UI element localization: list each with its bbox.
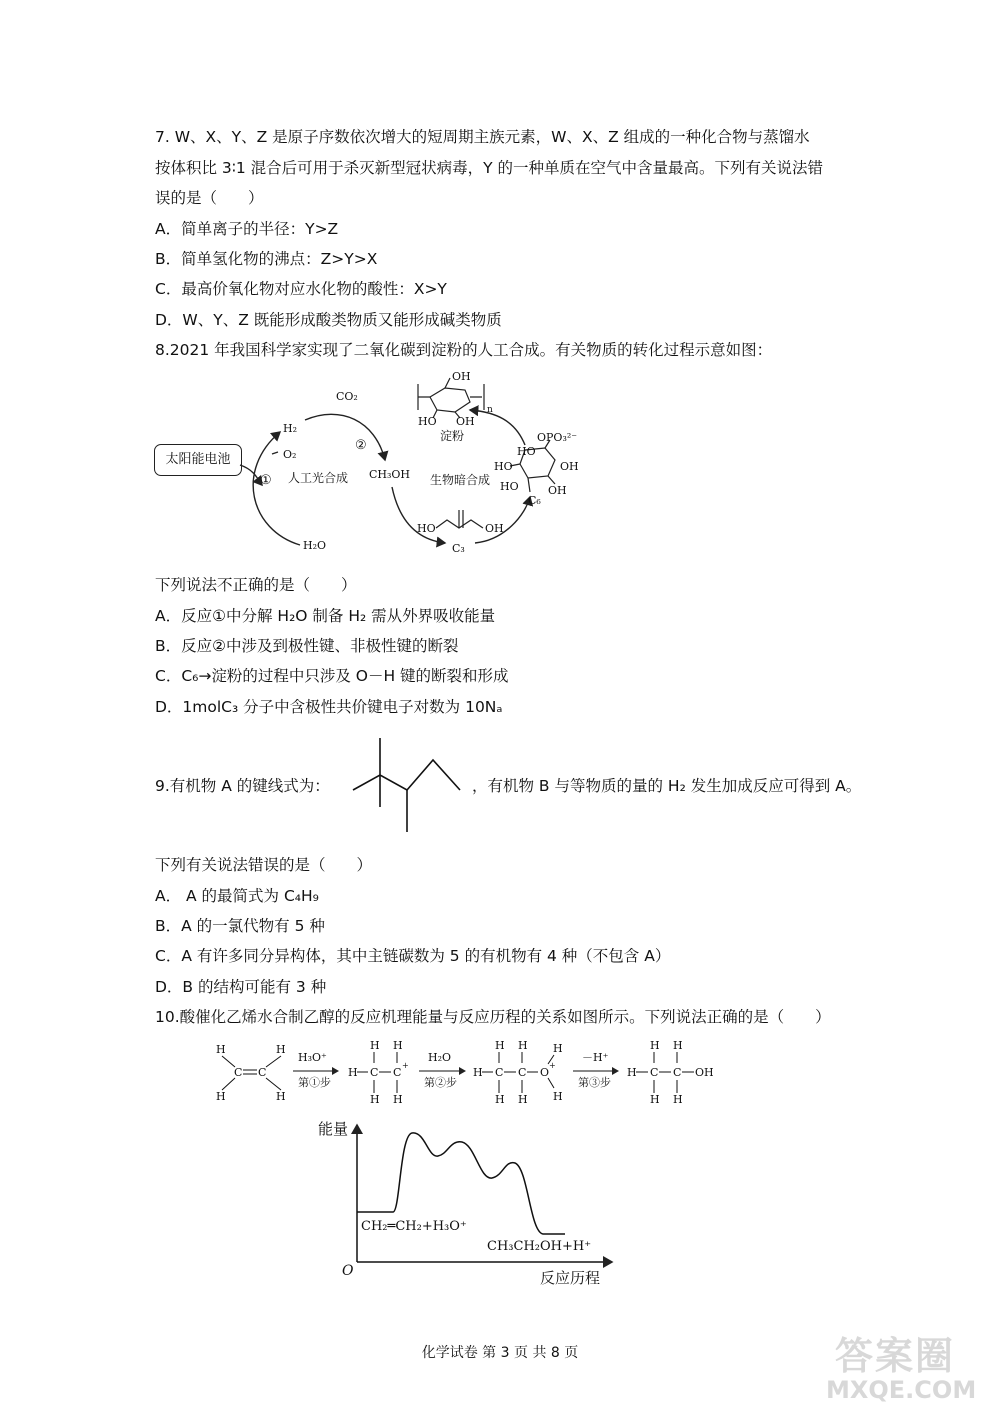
solar-cell-box: 太阳能电池	[154, 444, 242, 476]
cat-h-top1: H	[370, 1039, 380, 1052]
q8-stem: 8.2021 年我国科学家实现了二氧化碳到淀粉的人工合成。有关物质的转化过程示意如图：	[155, 341, 773, 359]
energy-product-label: CH₃CH₂OH+H⁺	[487, 1239, 592, 1254]
step1-label: 第①步	[298, 1076, 331, 1089]
q9-ask: 下列有关说法错误的是（ ）	[155, 856, 373, 874]
c3-ho-left: HO	[417, 522, 436, 535]
q7-option-d: D．W、Y、Z 既能形成酸类物质又能形成碱类物质	[155, 311, 502, 329]
cat-h-bot2: H	[393, 1093, 403, 1106]
energy-reactant-label: CH₂═CH₂+H₃O⁺	[361, 1219, 467, 1234]
oxo-h-top2: H	[518, 1039, 528, 1052]
oxo-h-o2: H	[553, 1090, 563, 1103]
oxo-plus: +	[549, 1061, 556, 1070]
starch-n-label: n	[487, 405, 493, 415]
eth-h2: H	[276, 1043, 286, 1056]
c6-oh-bottom: OH	[548, 484, 567, 497]
co2-label: CO₂	[336, 390, 358, 403]
energy-origin: O	[342, 1263, 354, 1279]
starch-ho-left: HO	[418, 415, 437, 428]
q8-option-c: C．C₆→淀粉的过程中只涉及 O－H 键的断裂和形成	[155, 667, 509, 685]
eth-c1: C	[234, 1066, 243, 1079]
q9-option-d: D．B 的结构可能有 3 种	[155, 978, 327, 996]
cat-plus: +	[402, 1061, 409, 1070]
q7-option-a: A．简单离子的半径：Y>Z	[155, 220, 339, 238]
step1-label: ①	[260, 473, 272, 488]
c3-label: C₃	[452, 542, 465, 555]
eth-h3: H	[216, 1090, 226, 1103]
starch-label: 淀粉	[440, 429, 465, 443]
watermark-logo: 答案圈	[835, 1334, 956, 1378]
oxo-h-bot1: H	[495, 1093, 505, 1106]
page-footer: 化学试卷 第 3 页 共 8 页	[421, 1345, 579, 1361]
oxo-h-left: H	[473, 1066, 483, 1079]
energy-y-label: 能量	[318, 1120, 349, 1138]
step3-reagent: －H⁺	[582, 1051, 609, 1064]
step2-reagent: H₂O	[428, 1051, 452, 1064]
h2o-label: H₂O	[303, 539, 327, 552]
q7-stem-line2: 按体积比 3∶1 混合后可用于杀灭新型冠状病毒，Y 的一种单质在空气中含量最高。下列有关说法错	[155, 159, 824, 177]
o2-label: O₂	[283, 448, 297, 461]
q9-option-c: C．A 有许多同分异构体，其中主链碳数为 5 的有机物有 4 种（不包含 A）	[155, 947, 671, 965]
starch-oh-top: OH	[452, 370, 471, 383]
q7-option-b: B．简单氢化物的沸点：Z>Y>X	[155, 250, 378, 268]
q7-stem-line1: 7. W、X、Y、Z 是原子序数依次增大的短周期主族元素，W、X、Z 组成的一种化合物与蒸馏水	[155, 128, 810, 146]
step1-reagent: H₃O⁺	[298, 1051, 327, 1064]
starch-oh-right: OH	[456, 415, 475, 428]
eth-h4: H	[276, 1090, 286, 1103]
bio-synthesis-label: 生物暗合成	[430, 473, 491, 487]
q7-stem-line3: 误的是（ ）	[155, 189, 264, 207]
c6-ho-1: HO	[517, 445, 536, 458]
q9-stem-end: ，有机物 B 与等物质的量的 H₂ 发生加成反应可得到 A。	[472, 777, 862, 795]
c6-label: C₆	[528, 494, 541, 507]
etoh-h-bot2: H	[673, 1093, 683, 1106]
etoh-h-bot1: H	[650, 1093, 660, 1106]
c6-ho-2: HO	[494, 460, 513, 473]
etoh-oh: OH	[695, 1066, 714, 1079]
etoh-h-top1: H	[650, 1039, 660, 1052]
q8-option-a: A．反应①中分解 H₂O 制备 H₂ 需从外界吸收能量	[155, 607, 496, 625]
cat-h-left: H	[348, 1066, 358, 1079]
eth-h1: H	[216, 1043, 226, 1056]
q9-option-a: A． A 的最简式为 C₄H₉	[155, 887, 319, 905]
q8-ask: 下列说法不正确的是（ ）	[155, 576, 357, 594]
q7-option-c: C．最高价氧化物对应水化物的酸性：X>Y	[155, 280, 447, 298]
etoh-c2: C	[673, 1066, 682, 1079]
cat-h-top2: H	[393, 1039, 403, 1052]
etoh-c1: C	[650, 1066, 659, 1079]
c3-oh-right: OH	[485, 522, 504, 535]
eth-c2: C	[258, 1066, 267, 1079]
step3-label: 第③步	[578, 1076, 611, 1089]
artificial-photosynthesis-label: 人工光合成	[288, 471, 349, 485]
oxo-c2: C	[518, 1066, 527, 1079]
energy-x-label: 反应历程	[540, 1269, 601, 1287]
q8-option-d: D．1molC₃ 分子中含极性共价键电子对数为 10Nₐ	[155, 698, 503, 716]
q10-stem: 10.酸催化乙烯水合制乙醇的反应机理能量与反应历程的关系如图所示。下列说法正确的是（ ）	[155, 1008, 831, 1026]
c6-oh-right: OH	[560, 460, 579, 473]
c6-ho-3: HO	[500, 480, 519, 493]
ch3oh-label: CH₃OH	[369, 468, 411, 481]
oxo-o: O	[540, 1066, 550, 1079]
etoh-h-left: H	[627, 1066, 637, 1079]
oxo-h-o1: H	[553, 1042, 563, 1055]
watermark-site: MXQE.COM	[826, 1376, 977, 1404]
oxo-h-top1: H	[495, 1039, 505, 1052]
c6-opo3-label: OPO₃²⁻	[537, 431, 578, 444]
cat-c1: C	[370, 1066, 379, 1079]
q9-stem-start: 9.有机物 A 的键线式为：	[155, 777, 330, 795]
q9-option-b: B．A 的一氯代物有 5 种	[155, 917, 325, 935]
step2-label: ②	[355, 438, 367, 453]
h2-label: H₂	[283, 422, 298, 435]
oxo-h-bot2: H	[518, 1093, 528, 1106]
oxo-c1: C	[495, 1066, 504, 1079]
etoh-h-top2: H	[673, 1039, 683, 1052]
cat-h-bot1: H	[370, 1093, 380, 1106]
cat-c2: C	[393, 1066, 402, 1079]
q8-option-b: B．反应②中涉及到极性键、非极性键的断裂	[155, 637, 459, 655]
step2-label: 第②步	[424, 1076, 457, 1089]
